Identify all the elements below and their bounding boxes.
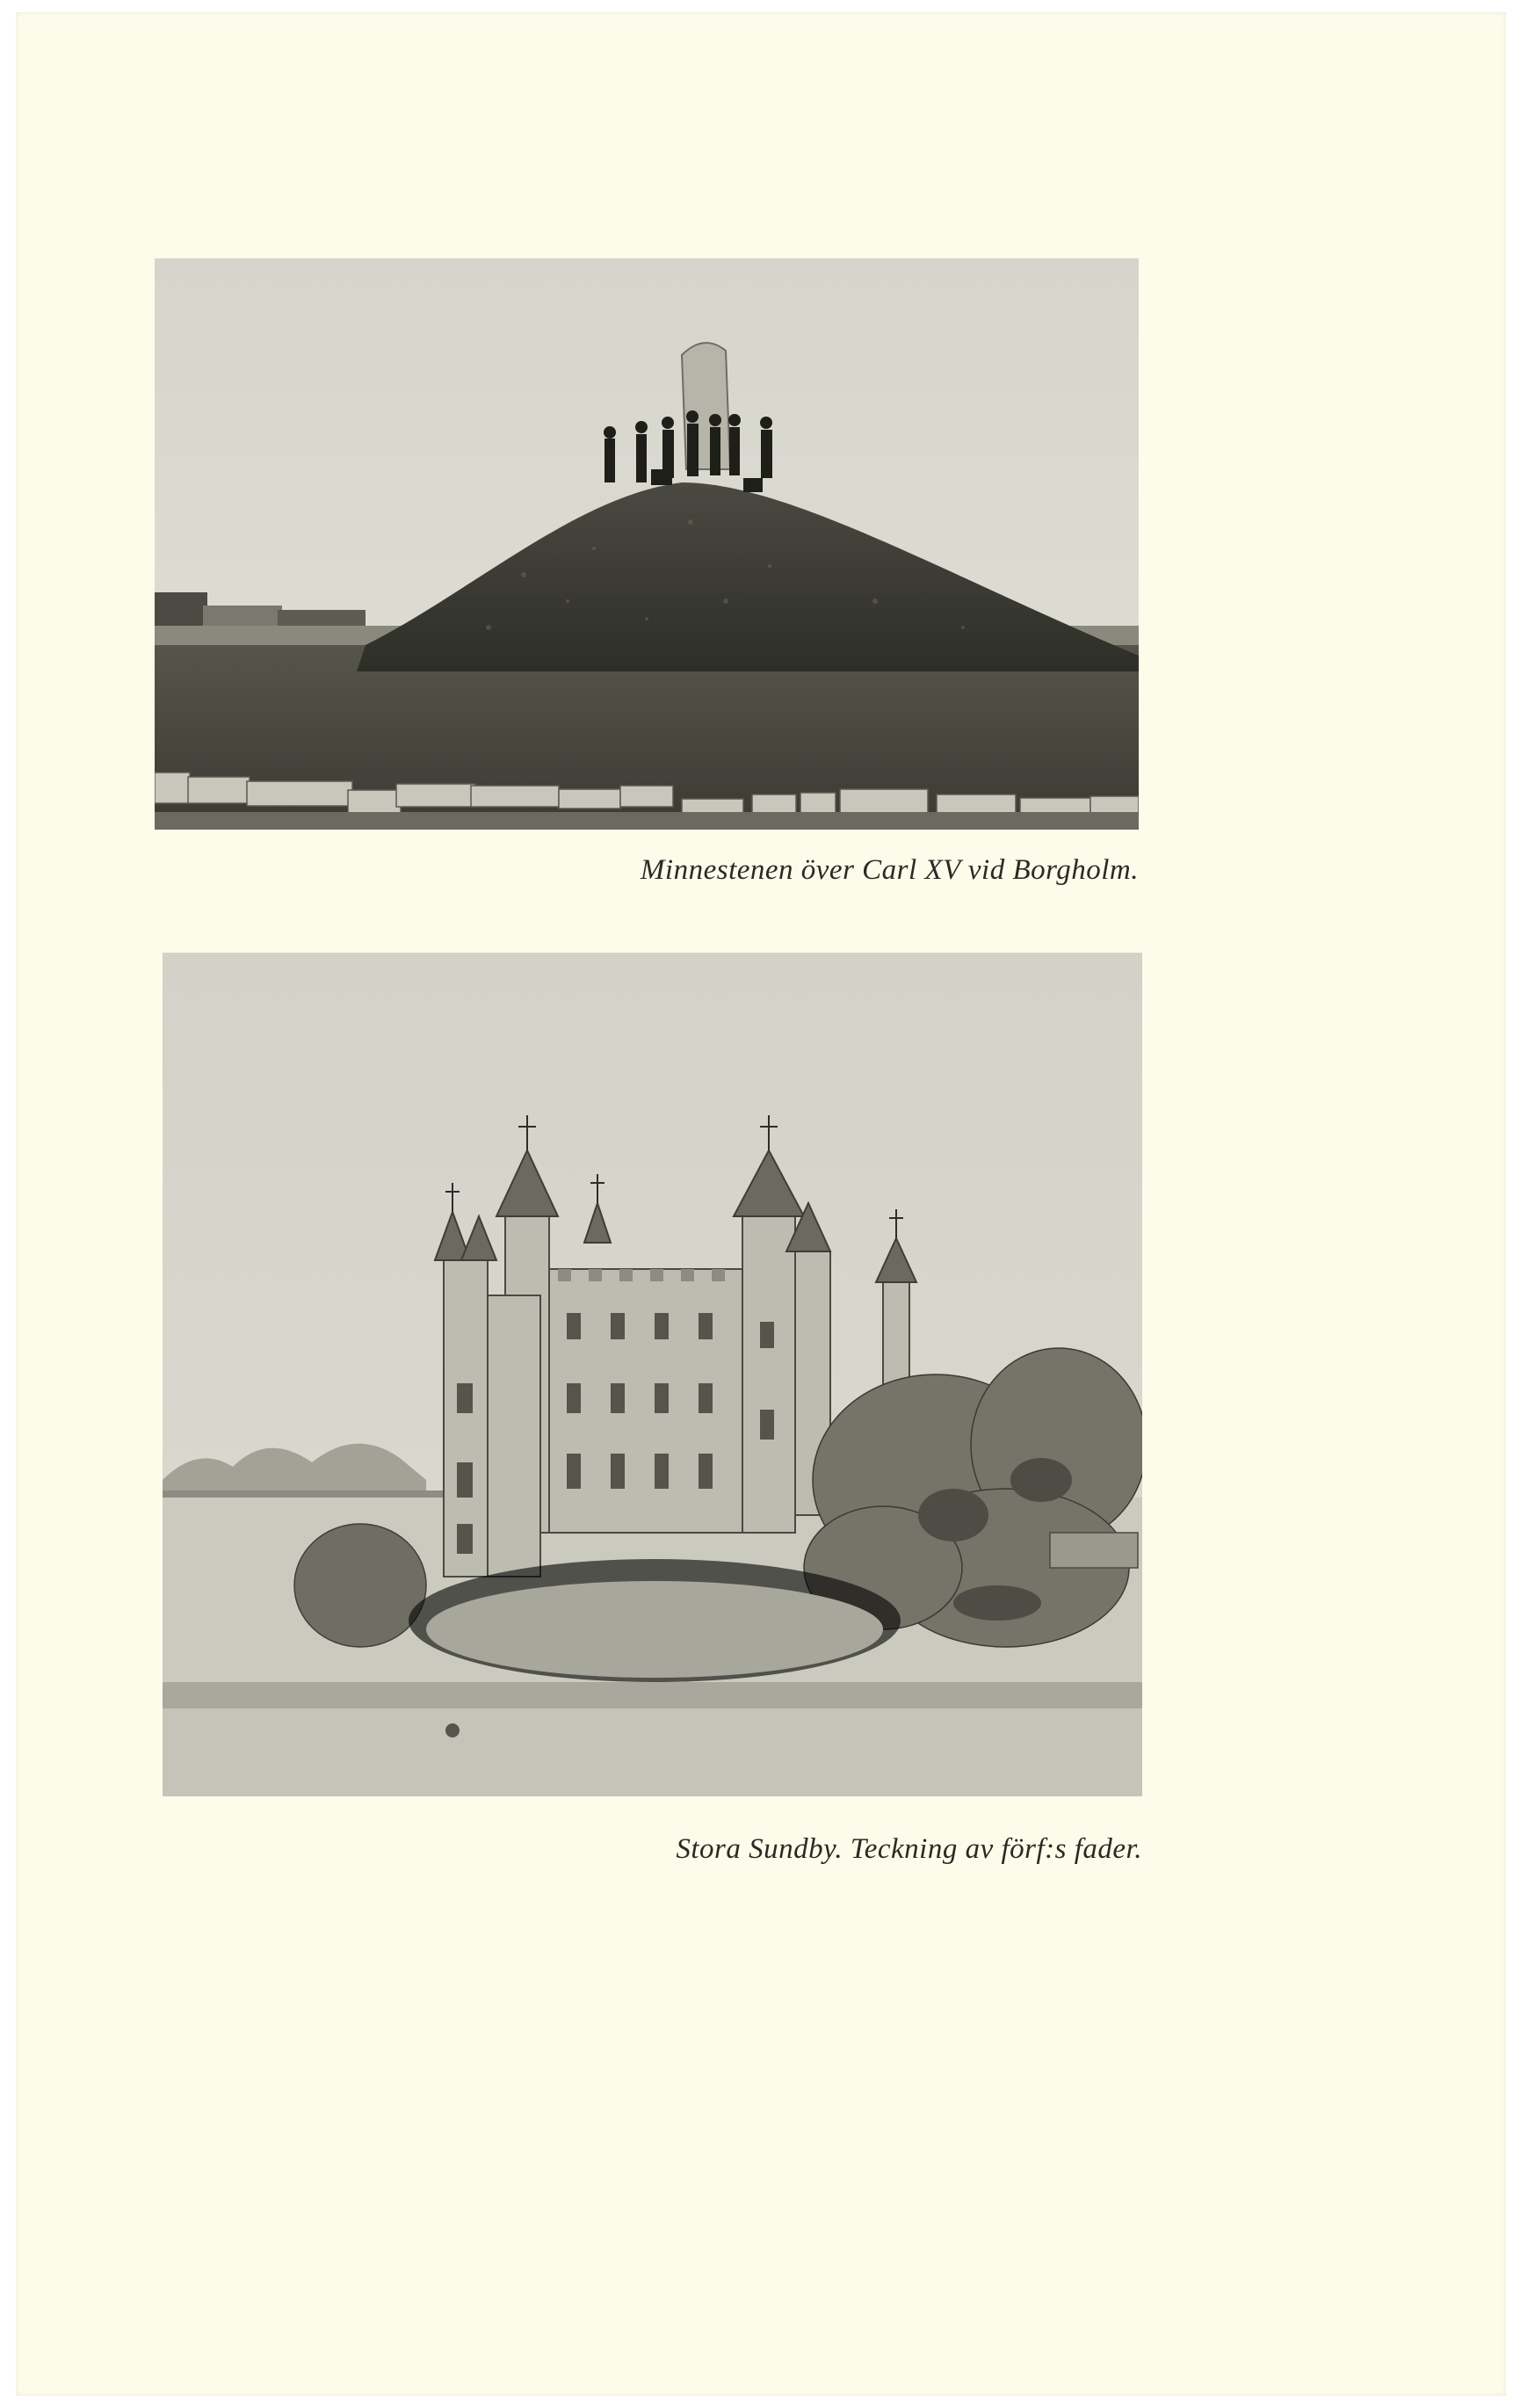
figure-caption: Stora Sundby. Teckning av förf:s fader. [676, 1833, 1142, 1865]
figure-caption: Minnestenen över Carl XV vid Borgholm. [640, 854, 1139, 886]
castle-drawing [163, 953, 1142, 1796]
memorial-stone-photograph [155, 258, 1139, 830]
book-page [16, 12, 1506, 2396]
